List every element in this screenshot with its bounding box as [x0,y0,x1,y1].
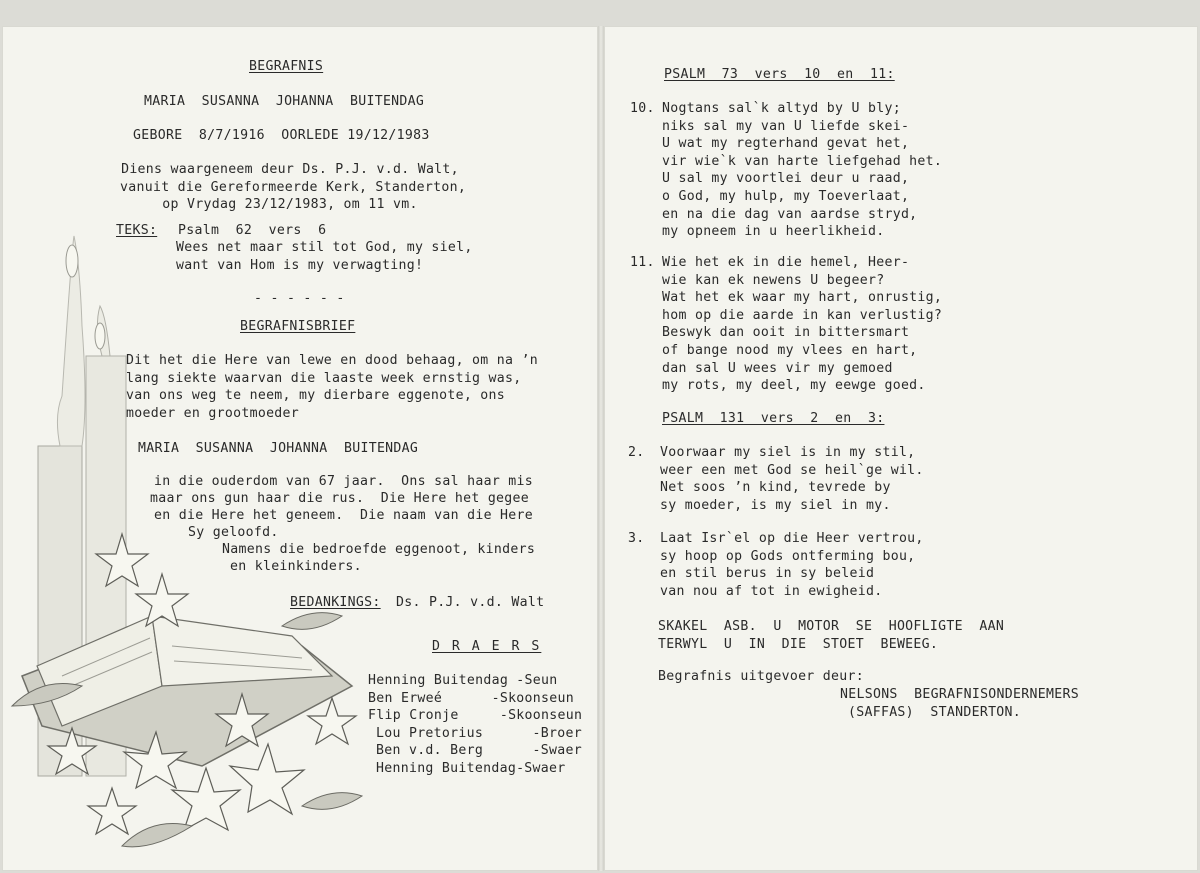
psalm73-title: PSALM 73 vers 10 en 11: [664,67,895,82]
verse-line: Wat het ek waar my hart, onrustig, [662,290,943,306]
psalm73-verse11 [662,254,942,395]
verse-line: Wees net maar stil tot God, my siel, [176,240,473,255]
separator: - - - - - - [254,291,345,306]
verse-number: 11. [630,255,655,270]
bearer-row: Flip Cronje -Skoonseun [368,708,583,724]
verse-line: Voorwaar my siel is in my stil, [660,445,916,460]
thanks-label: BEDANKINGS: [290,595,381,610]
verse-line: U wat my regterhand gevat het, [662,136,910,152]
headlights-notice [658,618,1004,653]
psalm131-title: PSALM 131 vers 2 en 3: [662,411,885,426]
text-verse [176,239,473,274]
verse-line: Nogtans sal`k altyd by U bly; [662,101,901,116]
undertaker-line: NELSONS BEGRAFNISONDERNEMERS [840,687,1079,702]
psalm73-verse10 [662,100,942,241]
verse-line: hom op die aarde in kan verlustig? [662,307,943,323]
verse-number: 10. [630,101,655,116]
verse-line: en stil berus in sy beleid [660,566,875,582]
verse-line: sy hoop op Gods ontferming bou, [660,548,916,564]
psalm131-verse3 [660,530,924,600]
bearer-row: Lou Pretorius -Broer [376,725,582,741]
age-line: in die ouderdom van 67 jaar. Ons sal haar mis [154,474,534,489]
notice-line: SKAKEL ASB. U MOTOR SE HOOFLIGTE AAN [658,619,1005,634]
undertaker-label: Begrafnis uitgevoer deur: [658,669,864,684]
mourners-line: Namens die bedroefde eggenoot, kinders [222,542,536,557]
verse-line: o God, my hulp, my Toeverlaat, [662,188,910,204]
verse-line: sy moeder, is my siel in my. [660,497,891,513]
psalm131-verse2 [660,444,924,514]
verse-line: Laat Isr`el op die Heer vertrou, [660,531,924,546]
verse-line: van nou af tot in ewigheid. [660,583,883,599]
verse-line: wie kan ek newens U begeer? [662,272,885,288]
notice-line: TERWYL U IN DIE STOET BEWEEG. [658,636,939,652]
verse-line: my rots, my deel, my eewge goed. [662,378,926,394]
letter-line: Dit het die Here van lewe en dood behaag, om na ’n [126,353,538,368]
bearers-list [368,672,582,778]
bearers-title: D R A E R S [432,639,542,654]
letter-line: moeder en grootmoeder [126,405,300,421]
letter-line: lang siekte waarvan die laaste week ernstig was, [126,370,522,386]
age-line: Sy geloofd. [188,525,279,540]
bearer-row: Ben Erweé -Skoonseun [368,690,574,706]
age-line: maar ons gun haar die rus. Die Here het gegee [150,491,530,506]
verse-line: niks sal my van U liefde skei- [662,118,910,134]
bearer-row: Henning Buitendag -Seun [368,673,558,688]
verse-line: of bange nood my vlees en hart, [662,342,918,358]
undertaker-line: (SAFFAS) STANDERTON. [848,704,1022,720]
verse-line: Net soos ’n kind, tevrede by [660,480,891,496]
right-page [604,26,1198,871]
undertaker-name [840,686,1079,721]
left-page [2,26,598,871]
thanks-value: Ds. P.J. v.d. Walt [396,595,545,610]
verse-number: 2. [628,445,645,460]
age-line: en die Here het geneem. Die naam van die Here [154,508,534,523]
mourners-line: en kleinkinders. [230,559,362,574]
verse-line: want van Hom is my verwagting! [176,257,424,273]
verse-line: en na die dag van aardse stryd, [662,206,918,222]
verse-line: dan sal U wees vir my gemoed [662,360,893,376]
verse-line: U sal my voortlei deur u raad, [662,171,910,187]
text-reference: Psalm 62 vers 6 [178,223,327,238]
service-line: op Vrydag 23/12/1983, om 11 vm. [162,197,418,213]
letter-text [126,352,538,422]
verse-line: Beswyk dan ooit in bittersmart [662,325,910,341]
bearer-row: Henning Buitendag-Swaer [376,760,566,776]
bearer-row: Ben v.d. Berg -Swaer [376,743,582,759]
verse-line: Wie het ek in die hemel, Heer- [662,255,910,270]
letter-title: BEGRAFNISBRIEF [240,319,356,334]
text-label: TEKS: [116,223,158,238]
verse-line: weer een met God se heil`ge wil. [660,462,924,478]
page-title: BEGRAFNIS [249,59,324,74]
service-line: vanuit die Gereformeerde Kerk, Standerton, [120,179,467,195]
letter-line: van ons weg te neem, my dierbare eggenote, ons [126,388,506,404]
service-line: Diens waargeneem deur Ds. P.J. v.d. Walt, [121,162,459,177]
letter-deceased-name: MARIA SUSANNA JOHANNA BUITENDAG [138,441,419,456]
service-details [120,161,467,214]
verse-number: 3. [628,531,645,546]
verse-line: vir wie`k van harte liefgehad het. [662,153,943,169]
birth-death-dates: GEBORE 8/7/1916 OORLEDE 19/12/1983 [133,128,430,143]
deceased-name: MARIA SUSANNA JOHANNA BUITENDAG [144,94,425,109]
verse-line: my opneem in u heerlikheid. [662,224,885,240]
